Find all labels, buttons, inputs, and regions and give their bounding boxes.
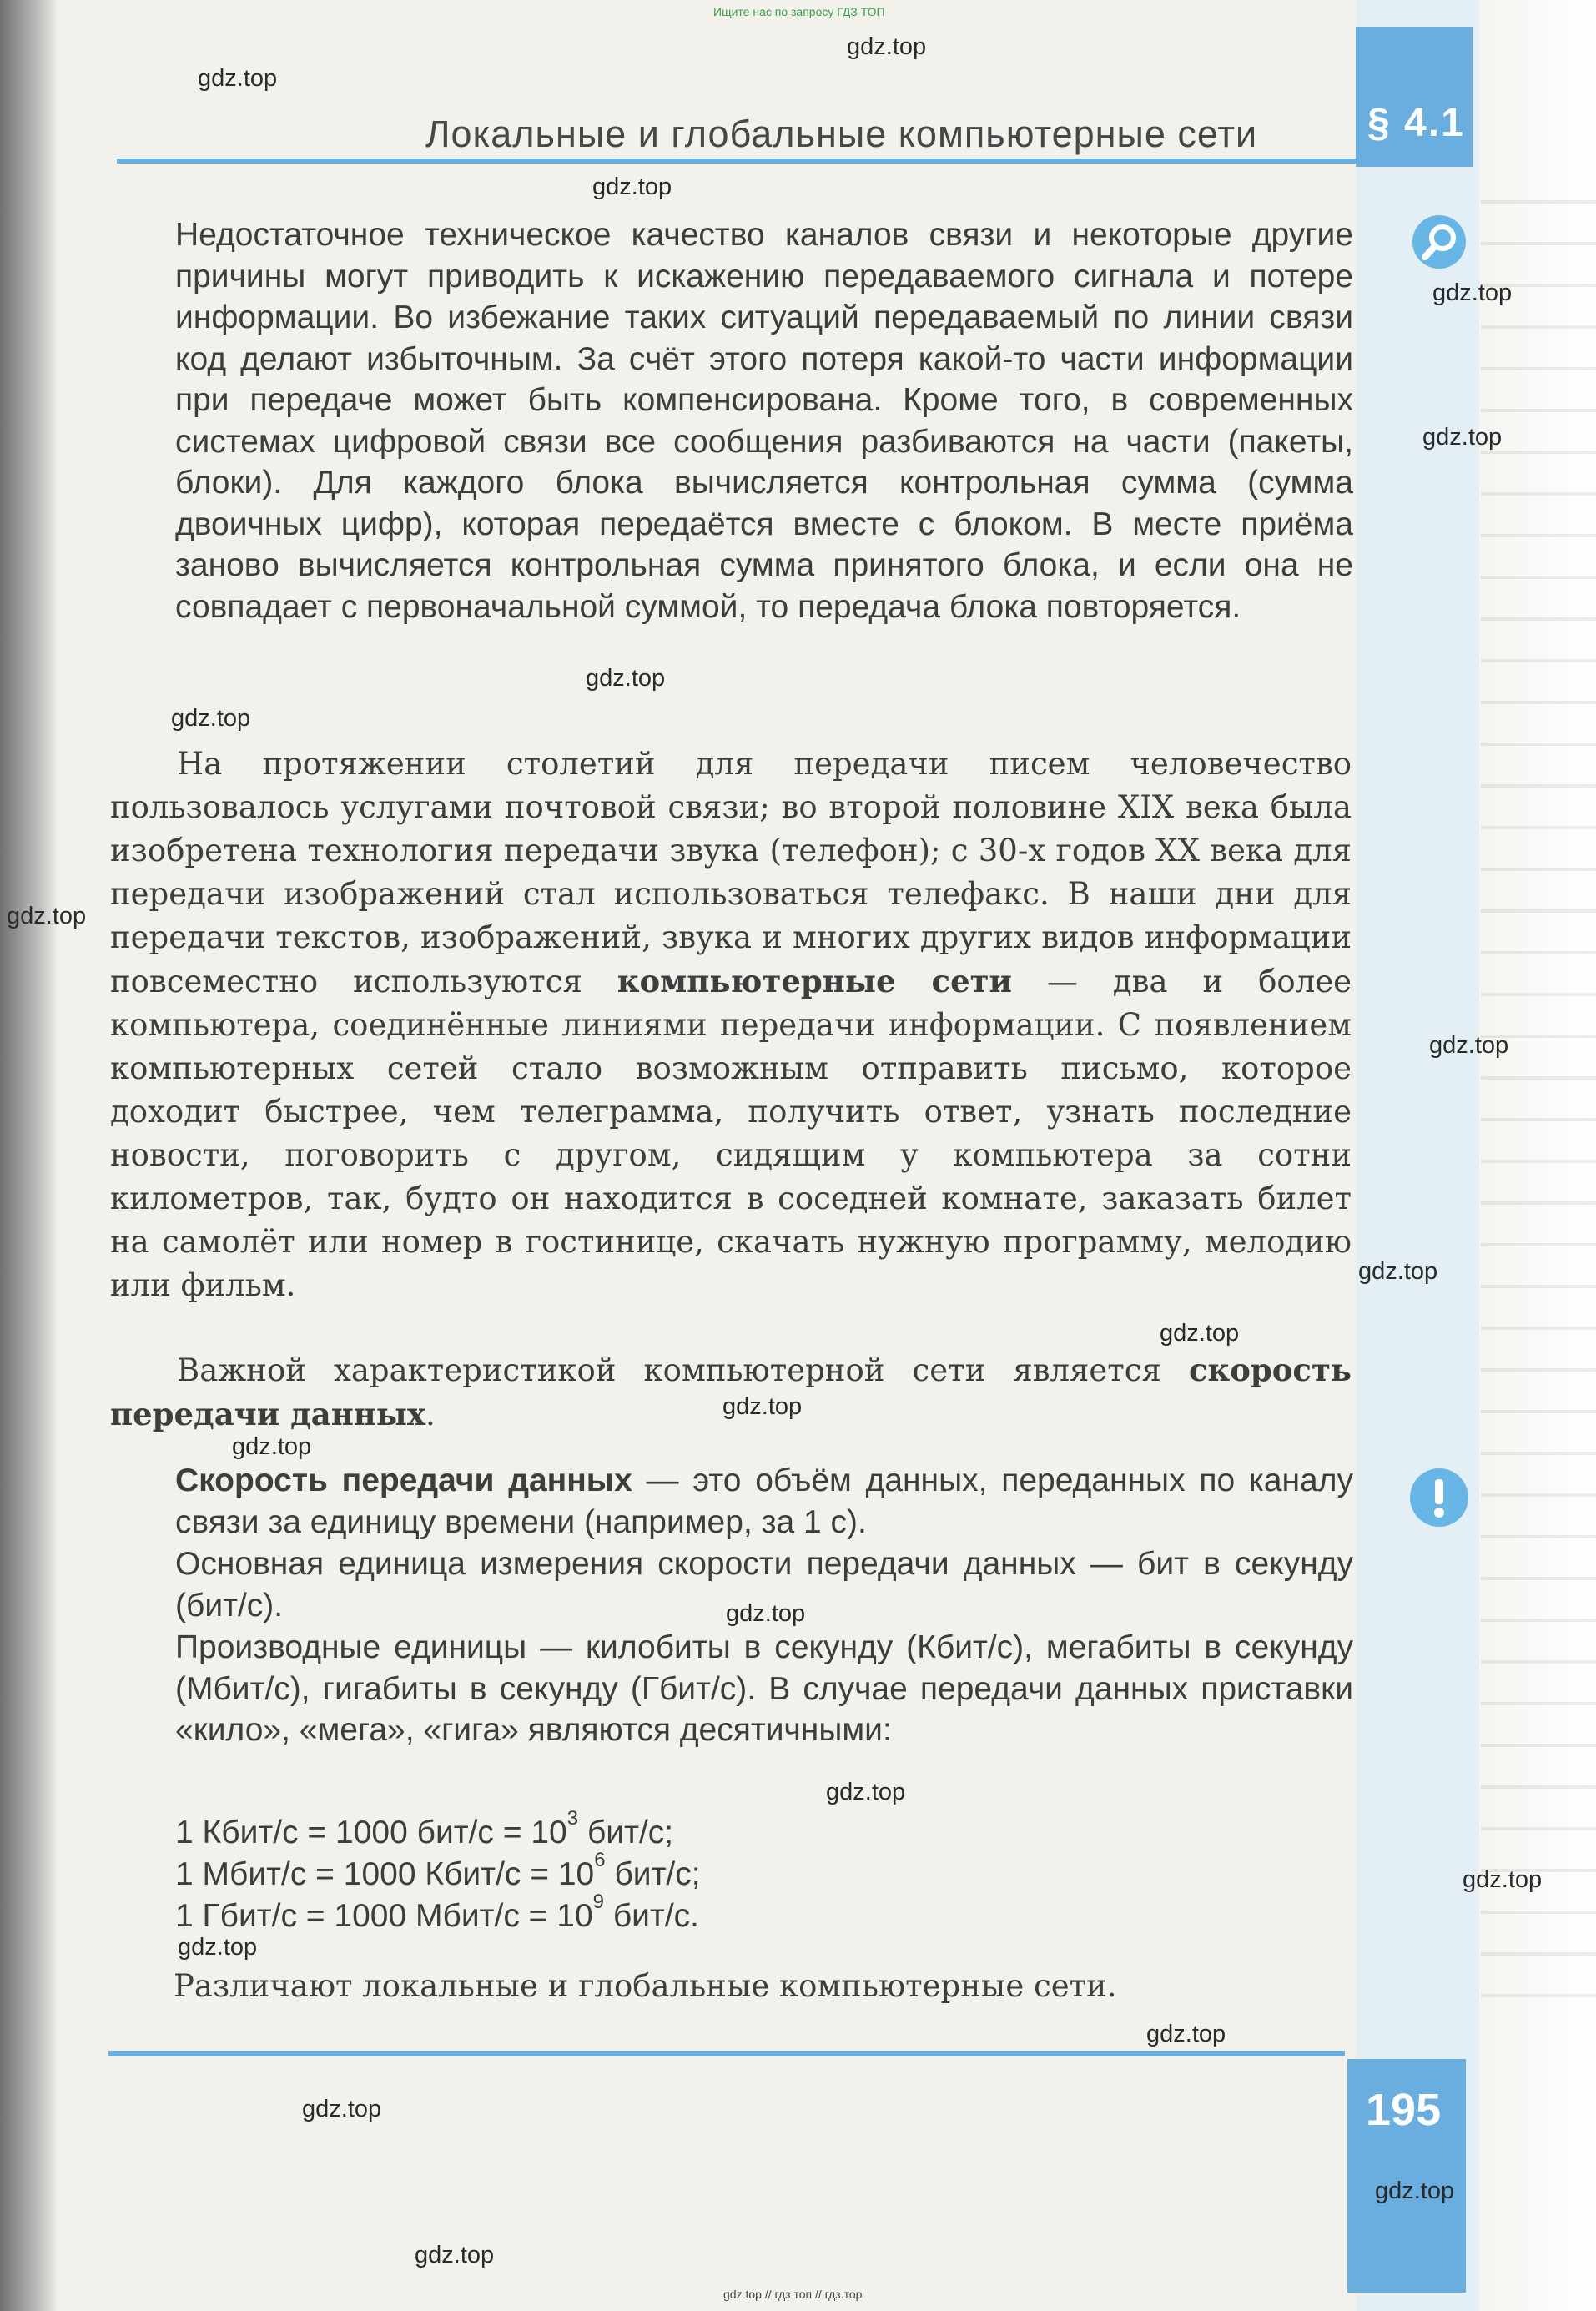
formula-base: 1 Гбит/с = 1000 Мбит/с = 10: [175, 1898, 593, 1934]
term-transfer-speed: скорость передачи данных: [110, 1352, 1352, 1432]
definition-text: — это объём данных, переданных по каналу связи за единицу времени (например, за 1 с).: [175, 1463, 1353, 1540]
paragraph-text: На протяжении столетий для передачи писем человечество пользовалось услугами почтовой связи; во второй половине XIX века была изобретена технология передачи звука (телефон); с 30-х годов XX века для передачи изображений стал использоваться телефакс. В наши дни для передачи текстов, изображений, звука и многих других видов информации повсеместно используются: [110, 746, 1352, 999]
watermark: gdz.top: [232, 1433, 312, 1460]
paragraph-transfer-speed: [110, 1348, 1352, 1437]
watermark: gdz.top: [1422, 424, 1503, 451]
formula-gbit: [175, 1891, 699, 1937]
magnifier-icon: [1412, 215, 1466, 269]
definition-derived-units: Производные единицы — килобиты в секунду (Кбит/с), мегабиты в секунду (Мбит/с), гигабиты в секунду (Гбит/с). В случае передачи данных приставки «кило», «мега», «гига» являются десятичными:: [175, 1629, 1353, 1748]
formula-base: 1 Кбит/с = 1000 бит/с = 10: [175, 1815, 567, 1850]
paragraph-redundancy: Недостаточное техническое качество каналов связи и некоторые другие причины могут приводить к искажению передаваемого сигнала и потере информации. Во избежание таких ситуаций передаваемый по линии связи код делают избыточным. За счёт этого потеря какой-то части информации при передаче может быть компенсирована. Кроме того, в современных системах цифровой связи все сообщения разбиваются на части (пакеты, блоки). Для каждого блока вычисляется контрольная сумма (сумма двоичных цифр), которая передаётся вместе с блоком. В месте приёма заново вычисляется контрольная сумма принятого блока, и если она не совпадает с первоначальной суммой, то передача блока повторяется.: [175, 217, 1353, 625]
paragraph-text: — два и более компьютера, соединённые линиями передачи информации. С появлением компьютерных сетей стало возможным отправить письмо, которое доходит быстрее, чем телеграмма, получить ответ, узнать последние новости, поговорить с другом, сидящим у компьютера за сотни километров, так, будто он находится в соседней комнате, заказать билет на самолёт или номер в гостинице, скачать нужную программу, мелодию или фильм.: [110, 964, 1352, 1303]
watermark: gdz.top: [1358, 1258, 1438, 1285]
watermark: gdz.top: [586, 665, 666, 692]
watermark: gdz.top: [1375, 2178, 1455, 2204]
watermark: gdz.top: [1432, 279, 1513, 306]
formula-tail: бит/с;: [605, 1856, 701, 1892]
bottom-note: gdz top // гдз топ // гдз.тор: [723, 2288, 863, 2301]
paragraph-closing: Различают локальные и глобальные компьютерные сети.: [174, 1968, 1117, 2004]
watermark: gdz.top: [415, 2242, 495, 2268]
formula-tail: бит/с.: [604, 1898, 699, 1934]
formula-kbit: [175, 1807, 674, 1854]
watermark: gdz.top: [726, 1600, 806, 1627]
watermark: gdz.top: [847, 33, 927, 60]
section-badge: [1356, 27, 1473, 167]
margin-band: [1356, 0, 1479, 2311]
chapter-title: Локальные и глобальные компьютерные сети: [425, 113, 1258, 155]
watermark: gdz.top: [7, 903, 87, 929]
formula-exponent: 9: [592, 1891, 604, 1913]
watermark: gdz.top: [1429, 1032, 1509, 1059]
watermark: gdz.top: [171, 705, 251, 732]
watermark: gdz.top: [1146, 2021, 1226, 2047]
watermark: gdz.top: [1463, 1866, 1543, 1893]
book-spine-shadow: [0, 0, 58, 2311]
watermark: gdz.top: [722, 1393, 803, 1420]
definition-transfer-speed: [175, 1460, 1353, 1543]
paragraph-text: .: [425, 1397, 436, 1432]
exclamation-icon: [1410, 1468, 1468, 1527]
watermark: gdz.top: [1160, 1320, 1240, 1347]
header-rule: [117, 159, 1356, 164]
definition-base-unit: Основная единица измерения скорости передачи данных — бит в секунду (бит/с).: [175, 1546, 1353, 1624]
page-number: 195: [1366, 2085, 1442, 2135]
watermark: gdz.top: [178, 1934, 258, 1961]
term-computer-networks: компьютерные сети: [617, 963, 1012, 999]
bleed-through-texture: [1481, 200, 1596, 2036]
paragraph-computer-networks: [110, 743, 1352, 1307]
footer-rule: [108, 2051, 1345, 2056]
watermark: gdz.top: [592, 174, 672, 200]
formula-mbit: [175, 1849, 701, 1896]
paragraph-text: Важной характеристикой компьютерной сети является: [177, 1352, 1189, 1388]
formula-base: 1 Мбит/с = 1000 Кбит/с = 10: [175, 1856, 595, 1892]
definition-term: Скорость передачи данных: [175, 1463, 632, 1498]
watermark: gdz.top: [826, 1779, 906, 1805]
formula-exponent: 6: [594, 1849, 606, 1871]
top-note: Ищите нас по запросу ГДЗ ТОП: [713, 5, 885, 18]
formula-exponent: 3: [566, 1807, 579, 1830]
watermark: gdz.top: [198, 65, 278, 92]
section-number: § 4.1: [1367, 101, 1465, 145]
watermark: gdz.top: [302, 2096, 382, 2122]
page-number-tab: [1347, 2059, 1466, 2293]
formula-tail: бит/с;: [578, 1815, 674, 1850]
